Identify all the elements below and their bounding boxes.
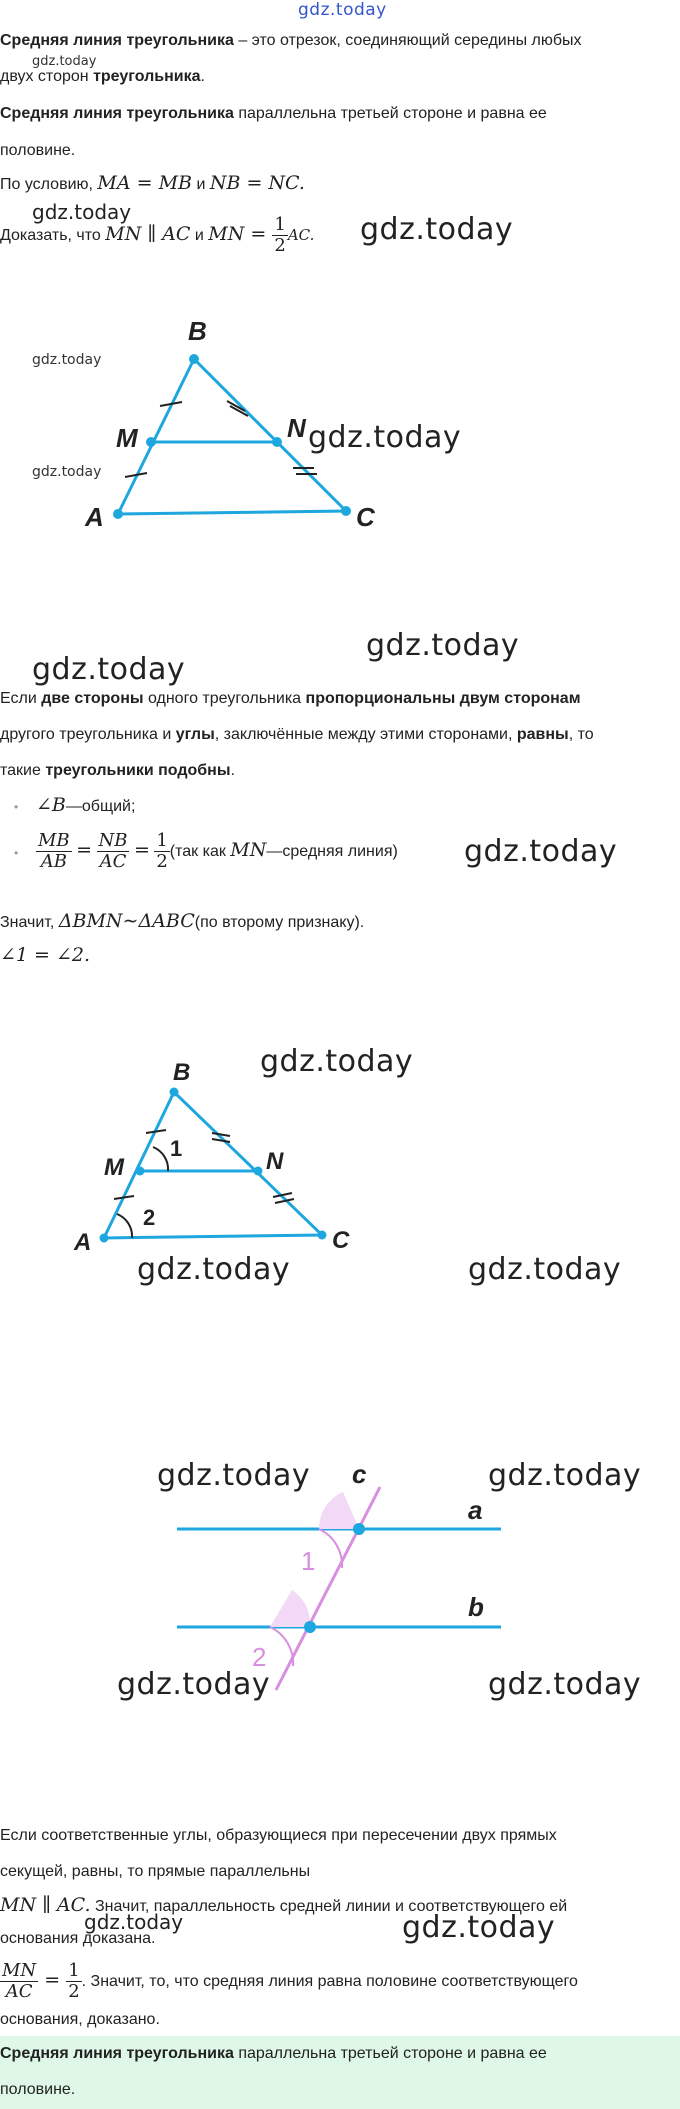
- site-logo[interactable]: gdz.today: [298, 0, 387, 20]
- condition-math-2: NB = NC.: [209, 172, 305, 194]
- prove-line: [0, 212, 680, 258]
- angle-sector-1: [319, 1492, 359, 1529]
- intersection-a: [353, 1523, 365, 1535]
- triangle-diagram-2: [0, 1050, 680, 1256]
- label-m: M: [116, 423, 138, 453]
- point-n: [272, 437, 282, 447]
- sim-bold-4: равны: [516, 726, 569, 743]
- label-b: B: [188, 316, 207, 346]
- prove-math-3: AC.: [287, 226, 315, 244]
- label-b-line: b: [468, 1592, 484, 1622]
- definition-paragraph-line2: [0, 66, 680, 88]
- list-item-ratio: $\frac{MB}{AB}$ = $\frac{NB}{AC}$ = $\frac{1}{2}$ (так как MN—средняя линия): [38, 830, 398, 873]
- point-n-2: [254, 1167, 263, 1176]
- similarity-line2: [0, 724, 680, 746]
- angles-equal-math: ∠1 = ∠2.: [0, 944, 91, 966]
- sim-bold-3: углы: [175, 726, 215, 743]
- sim-text-4: , заключённые между этими сторонами,: [214, 726, 517, 743]
- conclusion-math: ΔBMN∼ΔABC: [58, 910, 195, 932]
- conclusion-label: Значит,: [0, 914, 59, 931]
- prove-math-1: MN ∥ AC: [105, 223, 191, 245]
- watermark: gdz.today: [32, 652, 186, 687]
- sim-text-6: такие: [0, 762, 46, 779]
- ratio-fraction-2: [97, 831, 130, 872]
- property-text-2: половине.: [0, 142, 76, 159]
- fraction-numerator: NB: [98, 830, 128, 852]
- angle-sector-2: [270, 1590, 310, 1627]
- watermark: gdz.today: [308, 420, 462, 455]
- sim-bold-2: пропорциональны двум сторонам: [305, 690, 581, 707]
- fraction-numerator: MB: [38, 830, 70, 852]
- watermark: gdz.today: [117, 1667, 271, 1702]
- watermark: gdz.today: [366, 628, 520, 663]
- sim-text-5: , то: [568, 726, 594, 743]
- watermark: gdz.today: [488, 1458, 642, 1493]
- definition-text: – это отрезок, соединяющий середины любых: [233, 32, 582, 49]
- final-text-1: параллельна третьей стороне и равна ее: [233, 2045, 547, 2062]
- item1-math: ∠B: [36, 794, 66, 816]
- definition-text-2: двух сторон: [0, 68, 94, 85]
- conclusion-line: [0, 910, 680, 934]
- angle-arc-c1: [319, 1529, 342, 1568]
- triangle-abc-2: [104, 1092, 322, 1238]
- intersection-b: [304, 1621, 316, 1633]
- point-m: [146, 437, 156, 447]
- parallel-math: MN ∥ AC.: [0, 1894, 91, 1916]
- similarity-line1: [0, 688, 680, 710]
- label-n-2: N: [266, 1148, 284, 1175]
- label-a-line: a: [468, 1495, 483, 1525]
- angle-label-1: 1: [170, 1136, 183, 1161]
- label-c-line: c: [352, 1459, 367, 1489]
- watermark: gdz.today: [488, 1667, 642, 1702]
- parallel-text-4: основания доказана.: [0, 1930, 156, 1947]
- similarity-line3: [0, 760, 680, 782]
- item2-text-1: (так как: [169, 843, 231, 860]
- prove-and: и: [190, 227, 209, 244]
- parallel-line1: [0, 1825, 680, 1847]
- sim-bold-5: треугольники подобны: [45, 762, 231, 779]
- ratio-conclusion-line2: [0, 2009, 680, 2031]
- fraction-denominator: AB: [40, 851, 67, 873]
- prove-label: Доказать, что: [0, 227, 106, 244]
- watermark: gdz.today: [32, 200, 132, 224]
- label-b-2: B: [173, 1059, 191, 1086]
- condition-and: и: [192, 176, 210, 193]
- label-a: A: [85, 502, 104, 532]
- parallel-text-2: секущей, равны, то прямые параллельны: [0, 1863, 311, 1880]
- prove-math-2: MN =: [208, 223, 273, 245]
- bullet-2: •: [14, 846, 19, 860]
- fraction-numerator: MN: [2, 1960, 37, 1982]
- ratio-text: . Значит, то, что средняя линия равна половине соответствующего: [81, 1973, 578, 1990]
- point-c: [341, 506, 351, 516]
- fraction-denominator: AC: [99, 851, 127, 873]
- final-text-2: половине.: [0, 2081, 76, 2098]
- ratio-mn-ac: [0, 1961, 38, 2002]
- property-term: Средняя линия треугольника: [0, 105, 234, 122]
- watermark: gdz.today: [137, 1252, 291, 1287]
- watermark: gdz.today: [84, 1910, 184, 1934]
- bullet-1: •: [14, 800, 19, 814]
- list-item-common-angle: [36, 794, 676, 818]
- fraction-denominator: AC: [5, 1981, 33, 2003]
- equals-sign: =: [38, 1969, 67, 1991]
- watermark: gdz.today: [32, 464, 102, 480]
- fraction-denominator: 2: [274, 235, 286, 257]
- fraction-numerator: 1: [68, 1960, 80, 1982]
- point-b: [189, 354, 199, 364]
- final-term: Средняя линия треугольника: [0, 2045, 234, 2062]
- watermark: gdz.today: [260, 1044, 414, 1079]
- fraction-denominator: 2: [68, 1981, 80, 2003]
- parallel-lines-diagram: [0, 1460, 680, 1700]
- ratio-conclusion-line: [0, 1955, 680, 2007]
- parallel-line2: [0, 1861, 680, 1883]
- item2-math: MN: [230, 839, 267, 861]
- fraction-numerator: 1: [156, 830, 168, 852]
- watermark: gdz.today: [464, 834, 618, 869]
- definition-paragraph: [0, 30, 680, 52]
- angles-equal-line: [0, 944, 680, 968]
- item1-text: —общий;: [65, 798, 136, 815]
- label-m-2: M: [104, 1154, 124, 1181]
- point-m-2: [136, 1167, 145, 1176]
- ratio-text-2: основания, доказано.: [0, 2011, 160, 2028]
- angle-label-c1: 1: [301, 1546, 316, 1576]
- angle-arc-1: [153, 1147, 168, 1171]
- label-c: C: [356, 502, 375, 532]
- ratio-fraction-3: [154, 831, 169, 872]
- point-b-2: [170, 1088, 179, 1097]
- parallel-text-1: Если соответственные углы, образующиеся при пересечении двух прямых: [0, 1827, 557, 1844]
- watermark: gdz.today: [157, 1458, 311, 1493]
- sim-text-1: Если: [0, 690, 42, 707]
- property-line2: [0, 140, 680, 162]
- property-line1: [0, 103, 680, 125]
- point-c-2: [318, 1231, 327, 1240]
- property-text: параллельна третьей стороне и равна ее: [233, 105, 547, 122]
- watermark: gdz.today: [32, 54, 97, 69]
- ratio-fraction-1: [36, 831, 72, 872]
- condition-label: По условию,: [0, 176, 98, 193]
- angle-label-c2: 2: [252, 1642, 267, 1672]
- point-a: [113, 509, 123, 519]
- sim-text-7: .: [230, 762, 235, 779]
- sim-bold-1: две стороны: [41, 690, 144, 707]
- final-line2: [0, 2079, 680, 2101]
- label-n: N: [287, 413, 306, 443]
- label-c-2: C: [332, 1227, 350, 1254]
- definition-term: Средняя линия треугольника: [0, 32, 234, 49]
- condition-line: [0, 172, 680, 196]
- sim-text-2: одного треугольника: [143, 690, 306, 707]
- ratio-half: [66, 1961, 81, 2002]
- fraction-denominator: 2: [156, 851, 168, 873]
- parallel-text-3: Значит, параллельность средней линии и соответствующего ей: [90, 1898, 568, 1915]
- watermark: gdz.today: [468, 1252, 622, 1287]
- prove-fraction: [272, 215, 287, 256]
- final-line1: [0, 2043, 680, 2065]
- watermark: gdz.today: [32, 352, 102, 368]
- angle-arc-2: [117, 1214, 132, 1238]
- definition-term-2: треугольника: [93, 68, 201, 85]
- condition-math-1: MA = MB: [97, 172, 192, 194]
- definition-end: .: [200, 68, 205, 85]
- watermark: gdz.today: [360, 212, 514, 247]
- point-a-2: [100, 1234, 109, 1243]
- label-a-2: A: [74, 1229, 92, 1256]
- angle-label-2: 2: [143, 1205, 156, 1230]
- sim-text-3: другого треугольника и: [0, 726, 176, 743]
- fraction-numerator: 1: [274, 214, 286, 236]
- conclusion-text: (по второму признаку).: [194, 914, 365, 931]
- watermark: gdz.today: [402, 1910, 556, 1945]
- item2-text-2: —средняя линия): [266, 843, 398, 860]
